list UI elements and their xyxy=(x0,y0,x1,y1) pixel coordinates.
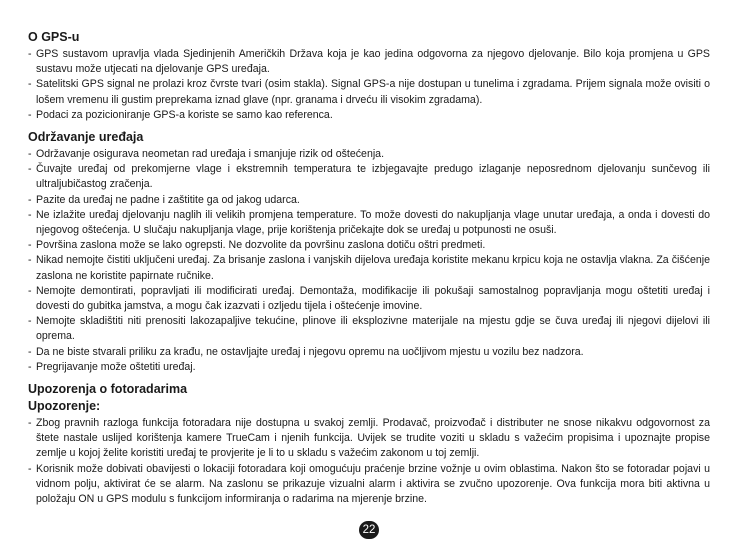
radar-section xyxy=(28,382,710,507)
maintenance-list xyxy=(28,147,710,375)
radar-heading: Upozorenja o fotoradarima xyxy=(28,382,188,397)
page-number: 22 xyxy=(359,521,379,539)
list-item: - Ne izlažite uređaj djelovanju naglih ili velikih promjena temperature. To može dovesti do nakupljanja vlage unutar uređaja, a onda i dovesti do njegovog oštećenja. U slučaju nakupljanja vlage, prije korištenja pričekajte dok se uređaj u potpunosti ne osuši. xyxy=(28,208,710,238)
list-item: - Podaci za pozicioniranje GPS-a koriste se samo kao referenca. xyxy=(28,108,710,123)
list-item: - Pregrijavanje može oštetiti uređaj. xyxy=(28,360,710,375)
list-item: - Da ne biste stvarali priliku za krađu, ne ostavljajte uređaj i njegovu opremu na uočljivom mjestu u vozilu bez nadzora. xyxy=(28,345,710,360)
list-item: - Površina zaslona može se lako ogrepsti. Ne dozvolite da površinu zaslona dotiču oštri predmeti. xyxy=(28,238,710,253)
radar-subheading: Upozorenje: xyxy=(28,399,101,414)
list-item: - Zbog pravnih razloga funkcija fotoradara nije dostupna u svakoj zemlji. Prodavač, proizvođač i distributer ne snose nikakvu odgovornost za štete nastale uslijed korištenja kamere TrueCam i njenih funkcija. Uvijek se trudite voziti u skladu s važećim propisima i upoznajte propise zemlje u kojoj želite koristiti uređaj te provjerite je li to u skladu s važećim zakonom u toj zemlji. xyxy=(28,416,710,462)
maintenance-heading: Održavanje uređaja xyxy=(28,130,144,145)
gps-heading: O GPS-u xyxy=(28,30,80,44)
list-item: - Nemojte skladištiti niti prenositi lakozapaljive tekućine, plinove ili eksplozivne materijale na mjestu gdje se čuva uređaj ili njegovi dijelovi ili oprema. xyxy=(28,314,710,344)
manual-page xyxy=(28,30,710,514)
list-item: - Čuvajte uređaj od prekomjerne vlage i ekstremnih temperatura te izbjegavajte predugo izlaganje neposrednom djelovanju sunčevog ili ultraljubičastog zračenja. xyxy=(28,162,710,192)
list-item: - Nemojte demontirati, popravljati ili modificirati uređaj. Demontaža, modifikacije ili pokušaji samostalnog popravljanja mogu oštetiti uređaj i dovesti do gubitka jamstva, a mogu čak izazvati i ozljedu tijela i oštećenje imovine. xyxy=(28,284,710,314)
list-item: - Održavanje osigurava neometan rad uređaja i smanjuje rizik od oštećenja. xyxy=(28,147,710,162)
gps-list xyxy=(28,47,710,123)
radar-list xyxy=(28,416,710,507)
gps-section xyxy=(28,30,710,123)
list-item: - Pazite da uređaj ne padne i zaštitite ga od jakog udarca. xyxy=(28,193,710,208)
list-item: - Nikad nemojte čistiti uključeni uređaj. Za brisanje zaslona i vanjskih dijelova uređaja koristite mekanu krpicu koja ne ostavlja vlakna. Za čišćenje zaslona ne koristite papirnate ručnike. xyxy=(28,253,710,283)
list-item: - Satelitski GPS signal ne prolazi kroz čvrste tvari (osim stakla). Signal GPS-a nije dostupan u tunelima i zgradama. Prijem signala može ovisiti o lošem vremenu ili gustim preprekama iznad glave (npr. granama i drveću ili visokim zgradama). xyxy=(28,77,710,107)
list-item: - Korisnik može dobivati obavijesti o lokaciji fotoradara koji omogućuju praćenje brzine vožnje u ovim oblastima. Nakon što se fotoradar pojavi u vidnom polju, aktivirat će se alarm. Na zaslonu se prikazuje vizualni alarm i aktivira se zvučno upozorenje. Ova funkcija mora biti aktivna u položaju ON u GPS modulu s funkcijom informiranja o radarima na mjerenje brzine. xyxy=(28,462,710,508)
maintenance-section xyxy=(28,130,710,375)
list-item: - GPS sustavom upravlja vlada Sjedinjenih Američkih Država koja je kao jedina odgovorna za njegovo djelovanje. Bilo koja promjena u GPS sustavu može utjecati na djelovanje GPS uređaja. xyxy=(28,47,710,77)
